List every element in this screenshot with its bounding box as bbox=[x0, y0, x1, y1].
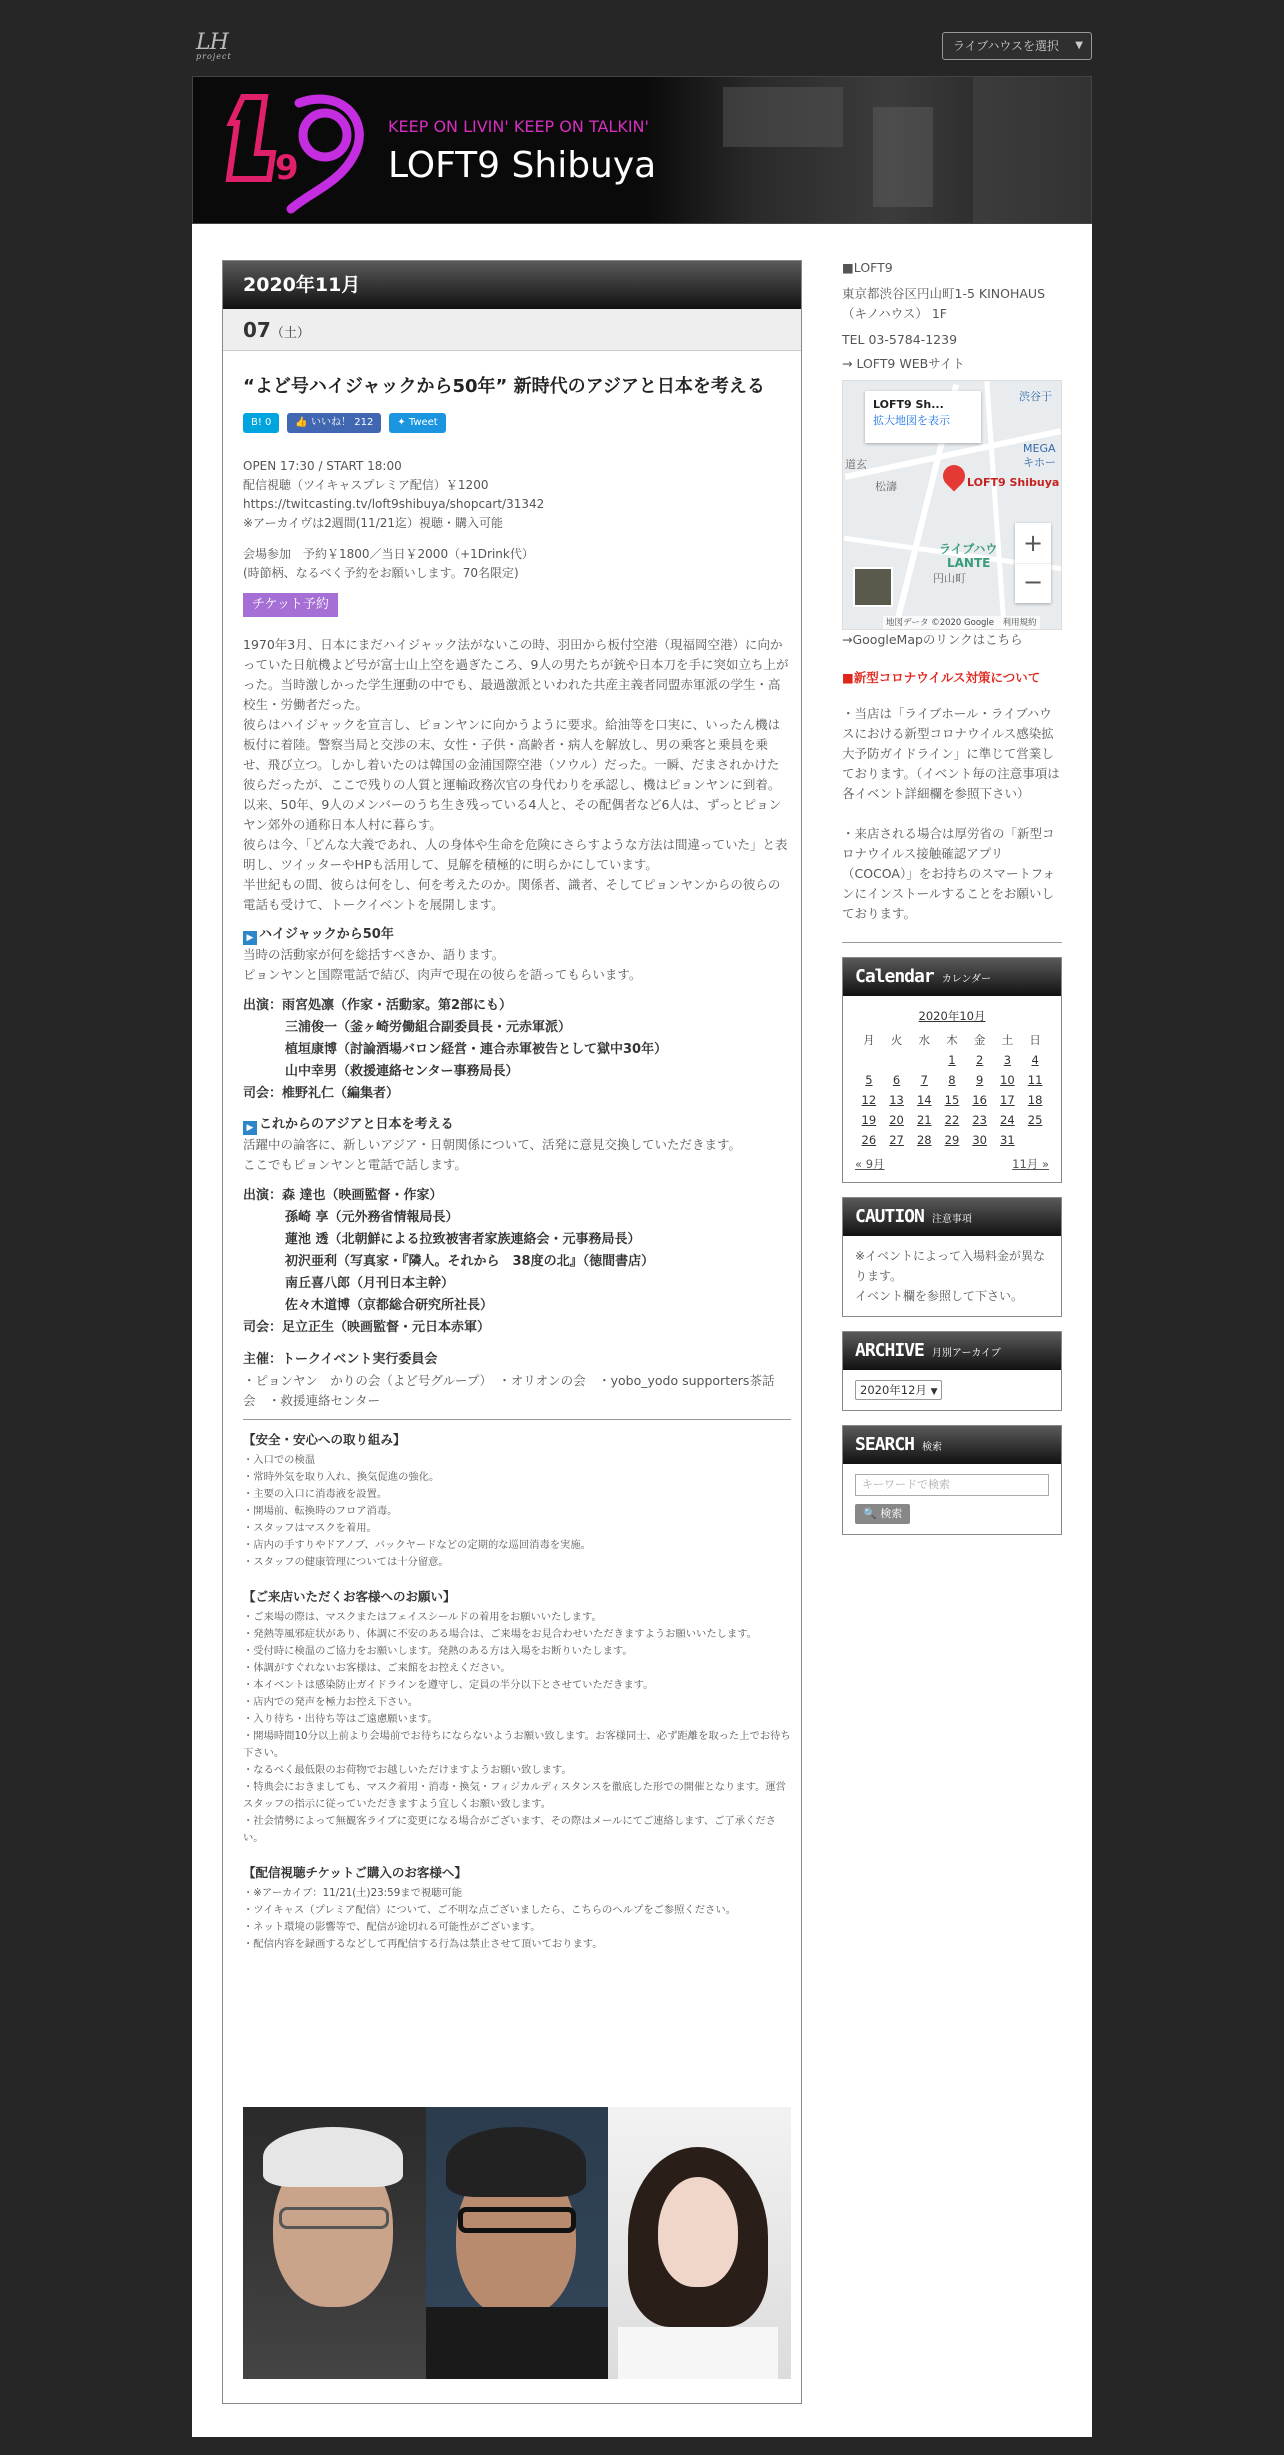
notice-heading: 【配信視聴チケットご購入のお客様へ】 bbox=[243, 1865, 467, 1880]
caution-text: ※イベントによって入場料金が異なります。 bbox=[855, 1249, 1046, 1283]
event-detail bbox=[243, 369, 791, 1953]
calendar-day[interactable]: 27 bbox=[889, 1133, 904, 1147]
notice-item: ・店内での発声を極力お控え下さい。 bbox=[243, 1696, 419, 1708]
calendar-day[interactable]: 3 bbox=[1003, 1053, 1012, 1067]
tweet-label: Tweet bbox=[408, 417, 438, 428]
ticket-info bbox=[243, 457, 791, 583]
search-icon: 🔍 bbox=[863, 1507, 877, 1520]
calendar-widget bbox=[842, 957, 1062, 1183]
cast-line: 孫崎 享（元外務省情報局長） bbox=[285, 1210, 459, 1225]
banner-tagline: KEEP ON LIVIN' KEEP ON TALKIN' bbox=[388, 117, 649, 136]
calendar-day bbox=[855, 1050, 883, 1070]
calendar-day[interactable]: 7 bbox=[920, 1073, 928, 1087]
calendar-weekday: 木 bbox=[946, 1033, 958, 1047]
livehouse-select-value: ライブハウスを選択 bbox=[953, 39, 1059, 53]
map-card-title: LOFT9 Sh... bbox=[873, 398, 944, 411]
section-heading: ▶ ハイジャックから50年 bbox=[243, 925, 791, 945]
zoom-in-button[interactable]: + bbox=[1022, 529, 1044, 557]
map-label: LANTE bbox=[947, 556, 991, 570]
venue-name: ■LOFT9 bbox=[842, 260, 893, 275]
covid-app-text: ・来店される場合は厚労省の「新型コロナウイルス接触確認アプリ（COCOA）」をお持ちのスマートフォンにインストールすることをお願いしております。 bbox=[842, 826, 1055, 921]
map-zoom-controls bbox=[1015, 523, 1051, 603]
calendar-day[interactable]: 9 bbox=[976, 1073, 984, 1087]
notice-item: ・入口での検温 bbox=[243, 1454, 316, 1466]
event-day: 07 bbox=[243, 318, 271, 342]
calendar-day[interactable]: 22 bbox=[944, 1113, 960, 1127]
open-start-time: OPEN 17:30 / START 18:00 bbox=[243, 459, 402, 473]
caution-heading: CAUTION 注意事項 bbox=[843, 1198, 1061, 1236]
guest-photos bbox=[243, 2107, 791, 2379]
calendar-day[interactable]: 18 bbox=[1027, 1093, 1043, 1107]
calendar-caption[interactable]: 2020年10月 bbox=[918, 1009, 986, 1023]
venue-address: 東京都渋谷区円山町1-5 KINOHAUS（キノハウス） 1F bbox=[842, 286, 1045, 321]
map-label: 道玄 bbox=[845, 458, 867, 471]
logo-subtext: project bbox=[196, 52, 232, 61]
calendar-weekday: 水 bbox=[918, 1033, 930, 1047]
event-box bbox=[222, 260, 802, 2404]
event-description bbox=[243, 635, 791, 1411]
description-paragraph: 彼らはハイジャックを宣言し、ピョンヤンに向かうように要求。給油等を口実に、いったん機は板付に着陸。警察当局と交渉の末、女性・子供・高齢者・病人を解放し、男の乗客と乗員を乗せ、飛び立つ。しかし着いたのは韓国の金浦国際空港（ソウル）だった。一瞬、だまされかけた彼らだったが、ここで残りの人質と運輸政務次官の身代わりを承認し、機はピョンヤンに到着。 bbox=[243, 717, 781, 792]
map-footer: 地図データ ©2020 Google 利用規約 bbox=[883, 616, 1040, 630]
google-map-link[interactable]: →GoogleMapのリンクはこちら bbox=[842, 632, 1023, 647]
venue-website-link[interactable]: → LOFT9 WEBサイト bbox=[842, 356, 965, 371]
notice-item: ・スタッフはマスクを着用。 bbox=[243, 1522, 377, 1534]
notice-item: ・社会情勢によって無観客ライブに変更になる場合がございます、その際はメールにてご連絡します、ご了承ください。 bbox=[243, 1815, 776, 1844]
calendar-day[interactable]: 16 bbox=[972, 1093, 987, 1107]
notice-item: ・特典会におきましても、マスク着用・消毒・換気・フィジカルディスタンスを徹底した形での開催となります。運営スタッフの指示に従っていただきますよう宜しくお願い致します。 bbox=[243, 1781, 786, 1810]
section-text: 活躍中の論客に、新しいアジア・日朝関係について、活発に意見交換していただきます。 bbox=[243, 1137, 742, 1152]
guest-photo bbox=[608, 2107, 791, 2379]
moderator-line: 司会：椎野礼仁（編集者） bbox=[243, 1086, 400, 1101]
cast-line: 蓮池 透（北朝鮮による拉致被害者家族連絡会・元事務局長） bbox=[285, 1232, 641, 1247]
facebook-like-label: いいね！ 212 bbox=[311, 417, 374, 428]
calendar-day[interactable]: 25 bbox=[1027, 1113, 1043, 1127]
banner-title: LOFT9 Shibuya bbox=[388, 145, 657, 186]
map-label: MEGA bbox=[1023, 442, 1056, 455]
organizer-list: ・ピョンヤン かりの会（よど号グループ） ・オリオンの会 ・yobo_yodo supporters茶話会 ・救援連絡センター bbox=[243, 1373, 775, 1408]
notice-item-help[interactable]: ・ツイキャス（プレミア配信）について、ご不明な点ございましたら、こちらのヘルプをご参照ください。 bbox=[243, 1904, 736, 1916]
calendar-week bbox=[855, 1050, 1049, 1070]
description-paragraph: 1970年3月、日本にまだハイジャック法がないこの時、羽田から板付空港（現福岡空港）に向かっていた日航機よど号が富士山上空を過ぎたころ、9人の男たちが銃や日本刀を手に突如立ち上がった。当時激しかった学生運動の中でも、最過激派といわれた共産主義者同盟赤軍派の学生・高校生・労働者だった。 bbox=[243, 637, 789, 712]
sidebar bbox=[842, 260, 1062, 1535]
map-pin-icon bbox=[938, 460, 969, 491]
twitter-bird-icon: ✦ bbox=[397, 417, 406, 428]
archive-note: ※アーカイヴは2週間(11/21迄）視聴・購入可能 bbox=[243, 516, 503, 530]
search-button[interactable]: 🔍 検索 bbox=[855, 1504, 910, 1524]
calendar-weekday: 日 bbox=[1029, 1033, 1041, 1047]
notice-item: ・本イベントは感染防止ガイドラインを遵守し、定員の半分以下とさせていただきます。 bbox=[243, 1679, 654, 1691]
calendar-day[interactable]: 10 bbox=[1000, 1073, 1015, 1087]
play-icon: ▶ bbox=[243, 1121, 257, 1135]
notice-heading: 【安全・安心への取り組み】 bbox=[243, 1432, 406, 1447]
description-paragraph: 半世紀もの間、彼らは何をし、何を考えたのか。関係者、識者、そしてピョンヤンからの彼らの電話も受けて、トークイベントを展開します。 bbox=[243, 877, 781, 912]
description-paragraph: 以来、50年、9人のメンバーのうち生き残っている4人と、その配偶者など6人は、ずっとピョンヤン郊外の通称日本人村に暮らす。 bbox=[243, 797, 782, 832]
cast-line: 三浦俊一（釜ヶ崎労働組合副委員長・元赤軍派） bbox=[285, 1020, 572, 1035]
divider bbox=[243, 1419, 791, 1420]
guest-photo bbox=[243, 2107, 426, 2379]
event-date bbox=[223, 309, 801, 351]
notice-item: ・スタッフの健康管理については十分留意。 bbox=[243, 1556, 449, 1568]
cast-line: 出演：森 達也（映画監督・作家） bbox=[243, 1188, 443, 1203]
notice-item: ・なるべく最低限のお荷物でお越しいただけますようお願い致します。 bbox=[243, 1764, 572, 1776]
notice-item: ・発熱等風邪症状があり、体調に不安のある場合は、ご来場をお見合わせいただきますようお願いいたします。 bbox=[243, 1628, 758, 1640]
stream-ticket-link[interactable]: https://twitcasting.tv/loft9shibuya/shopcart/31342 bbox=[243, 497, 545, 511]
calendar-day[interactable]: 12 bbox=[861, 1093, 877, 1107]
calendar-day bbox=[883, 1050, 911, 1070]
calendar-table bbox=[855, 1006, 1049, 1150]
calendar-week bbox=[855, 1090, 1049, 1110]
cast-line: 佐々木道博（京都総合研究所社長） bbox=[285, 1298, 494, 1313]
search-widget bbox=[842, 1425, 1062, 1535]
archive-heading: ARCHIVE 月別アーカイブ bbox=[843, 1332, 1061, 1370]
event-weekday: （土） bbox=[270, 326, 310, 341]
calendar-prev-link[interactable]: « 9月 bbox=[855, 1157, 885, 1171]
month-heading: 2020年11月 bbox=[223, 261, 801, 309]
calendar-day[interactable]: 2 bbox=[976, 1053, 984, 1067]
calendar-day[interactable]: 13 bbox=[889, 1093, 904, 1107]
cast-line: 出演：雨宮処凛（作家・活動家。第2部にも） bbox=[243, 998, 513, 1013]
play-icon: ▶ bbox=[243, 931, 257, 945]
stream-price: 配信視聴（ツイキャスプレミア配信）￥1200 bbox=[243, 478, 489, 492]
calendar-day[interactable]: 14 bbox=[916, 1093, 932, 1107]
calendar-day bbox=[910, 1050, 938, 1070]
notice-item: ・開場前、転換時のフロア消毒。 bbox=[243, 1505, 398, 1517]
reservation-note: (時節柄、なるべく予約をお願いします。70名限定) bbox=[243, 566, 519, 580]
caution-widget bbox=[842, 1197, 1062, 1317]
calendar-day[interactable]: 15 bbox=[944, 1093, 960, 1107]
search-input[interactable]: キーワードで検索 bbox=[855, 1474, 1049, 1496]
calendar-weekday: 金 bbox=[973, 1033, 986, 1047]
notice-item: ・ネット環境の影響等で、配信が途切れる可能性がございます。 bbox=[243, 1921, 541, 1933]
map-info-card bbox=[865, 391, 981, 443]
calendar-day[interactable]: 6 bbox=[892, 1073, 901, 1087]
notice-item: ・主要の入口に消毒液を設置。 bbox=[243, 1488, 388, 1500]
calendar-weekday: 土 bbox=[1001, 1033, 1014, 1047]
notice-item: ・体調がすぐれないお客様は、ご来館をお控えください。 bbox=[243, 1662, 511, 1674]
calendar-heading: Calendar カレンダー bbox=[843, 958, 1061, 996]
google-map[interactable] bbox=[842, 380, 1062, 630]
calendar-day[interactable]: 5 bbox=[865, 1073, 873, 1087]
venue-banner[interactable] bbox=[192, 76, 1092, 224]
notice-item: ・受付時に検温のご協力をお願いします。発熱のある方は入場をお断りいたします。 bbox=[243, 1645, 633, 1657]
venue-tel: TEL 03-5784-1239 bbox=[842, 332, 958, 347]
calendar-day bbox=[1021, 1130, 1049, 1150]
calendar-day[interactable]: 4 bbox=[1031, 1053, 1039, 1067]
chevron-down-icon: ▼ bbox=[1075, 40, 1083, 51]
notice-item: ・開場時間10分以上前より会場前でお待ちにならないようお願い致します。お客様同士、必ず距離を取った上でお待ち下さい。 bbox=[243, 1730, 791, 1759]
cast-line: 山中幸男（救援連絡センター事務局長） bbox=[285, 1064, 519, 1079]
site-logo[interactable] bbox=[196, 30, 240, 70]
map-label: ライブハウ bbox=[939, 542, 998, 556]
calendar-day[interactable]: 1 bbox=[948, 1053, 956, 1067]
archive-select[interactable]: 2020年12月 ▼ bbox=[855, 1380, 942, 1400]
page-content bbox=[192, 224, 1092, 2437]
section-text: 当時の活動家が何を総括すべきか、語ります。 bbox=[243, 947, 505, 962]
site-header bbox=[192, 26, 1092, 70]
notice-item: ・※アーカイブ：11/21(土)23:59まで視聴可能 bbox=[243, 1887, 463, 1899]
tweet-button[interactable] bbox=[389, 413, 445, 433]
notice-item: ・店内の手すりやドアノブ、バックヤードなどの定期的な巡回消毒を実施。 bbox=[243, 1539, 591, 1551]
calendar-day[interactable]: 21 bbox=[916, 1113, 932, 1127]
calendar-weekday: 月 bbox=[863, 1033, 875, 1047]
search-heading: SEARCH 検索 bbox=[843, 1426, 1061, 1464]
facebook-like-button[interactable] bbox=[287, 413, 381, 433]
notice-heading: 【ご来店いただくお客様へのお願い】 bbox=[243, 1589, 456, 1604]
section-text: ピョンヤンと国際電話で結び、肉声で現在の彼らを語ってもらいます。 bbox=[243, 967, 642, 982]
calendar-next-link[interactable]: 11月 » bbox=[1012, 1157, 1049, 1171]
section-text: ここでもピョンヤンと電話で話します。 bbox=[243, 1157, 467, 1172]
map-label: 円山町 bbox=[933, 572, 966, 585]
banner-photo bbox=[643, 77, 1092, 224]
calendar-day[interactable]: 26 bbox=[861, 1133, 877, 1147]
calendar-day[interactable]: 8 bbox=[948, 1073, 956, 1087]
calendar-day[interactable]: 28 bbox=[916, 1133, 932, 1147]
cast-list bbox=[243, 995, 791, 1105]
calendar-day[interactable]: 11 bbox=[1027, 1073, 1043, 1087]
calendar-day[interactable]: 23 bbox=[972, 1113, 987, 1127]
chevron-down-icon: ▼ bbox=[930, 1387, 938, 1397]
guest-photo bbox=[426, 2107, 609, 2379]
loft9-logo bbox=[213, 83, 393, 219]
livehouse-select[interactable] bbox=[942, 32, 1092, 60]
hatena-bookmark-button[interactable]: B! 0 bbox=[243, 413, 279, 433]
description-paragraph: 彼らは今、「どんな大義であれ、人の身体や生命を危険にさらすような方法は間違っていた」と表明し、ツイッターやHPも活用して、見解を積極的に明らかにしています。 bbox=[243, 837, 788, 872]
calendar-week bbox=[855, 1130, 1049, 1150]
cast-line: 植垣康博（討論酒場バロン経営・連合赤軍被告として獄中30年） bbox=[285, 1042, 668, 1057]
archive-widget bbox=[842, 1331, 1062, 1411]
calendar-day[interactable]: 31 bbox=[1000, 1133, 1015, 1147]
map-label: キホー bbox=[1023, 456, 1056, 469]
ticket-reserve-button[interactable]: チケット予約 bbox=[243, 593, 338, 617]
event-title: “よど号ハイジャックから50年” 新時代のアジアと日本を考える bbox=[243, 376, 765, 397]
calendar-week bbox=[855, 1110, 1049, 1130]
calendar-day[interactable]: 29 bbox=[944, 1133, 960, 1147]
svg-text:9: 9 bbox=[275, 148, 299, 188]
notice-item: ・ご来場の際は、マスクまたはフェイスシールドの着用をお願いいたします。 bbox=[243, 1611, 602, 1623]
safety-notice bbox=[243, 1430, 791, 1953]
map-pin-label: LOFT9 Shibuya bbox=[967, 476, 1060, 489]
cast-list bbox=[243, 1185, 791, 1339]
divider bbox=[842, 942, 1062, 943]
notice-item: ・常時外気を取り入れ、換気促進の強化。 bbox=[243, 1471, 440, 1483]
calendar-week bbox=[855, 1070, 1049, 1090]
notice-item: ・配信内容を録画するなどして再配信する行為は禁止させて頂いております。 bbox=[243, 1938, 603, 1950]
moderator-line: 司会：足立正生（映画監督・元日本赤軍） bbox=[243, 1320, 491, 1335]
calendar-day[interactable]: 20 bbox=[889, 1113, 904, 1127]
share-buttons bbox=[243, 413, 791, 433]
satellite-toggle[interactable] bbox=[853, 567, 893, 607]
caution-text: イベント欄を参照して下さい。 bbox=[855, 1289, 1024, 1303]
calendar-day[interactable]: 24 bbox=[1000, 1113, 1015, 1127]
cast-line: 初沢亜利（写真家・『隣人。それから 38度の北』（徳間書店） bbox=[285, 1254, 655, 1269]
calendar-day[interactable]: 19 bbox=[861, 1113, 877, 1127]
map-enlarge-link[interactable]: 拡大地図を表示 bbox=[873, 414, 950, 427]
map-label: 松濤 bbox=[875, 480, 897, 493]
calendar-day[interactable]: 17 bbox=[1000, 1093, 1015, 1107]
venue-price: 会場参加 予約￥1800／当日￥2000（+1Drink代） bbox=[243, 547, 534, 561]
covid-guideline-text: ・当店は「ライブホール・ライブハウスにおける新型コロナウイルス感染拡大予防ガイドライン」に準じて営業しております。（イベント毎の注意事項は各イベント詳細欄を参照下さい） bbox=[842, 706, 1060, 801]
cast-line: 南丘喜八郎（月刊日本主幹） bbox=[285, 1276, 455, 1291]
calendar-weekday: 火 bbox=[890, 1033, 903, 1047]
thumbs-up-icon: 👍 bbox=[295, 417, 308, 428]
map-label: 渋谷于 bbox=[1019, 390, 1052, 403]
zoom-out-button[interactable]: − bbox=[1015, 563, 1051, 603]
notice-item: ・入り待ち・出待ち等はご遠慮願います。 bbox=[243, 1713, 438, 1725]
calendar-day[interactable]: 30 bbox=[972, 1133, 987, 1147]
section-heading: ▶ これからのアジアと日本を考える bbox=[243, 1115, 791, 1135]
organizer-heading: 主催：トークイベント実行委員会 bbox=[243, 1352, 438, 1367]
logo-text: LH bbox=[196, 30, 228, 55]
covid-heading[interactable]: ■新型コロナウイルス対策について bbox=[842, 670, 1041, 685]
